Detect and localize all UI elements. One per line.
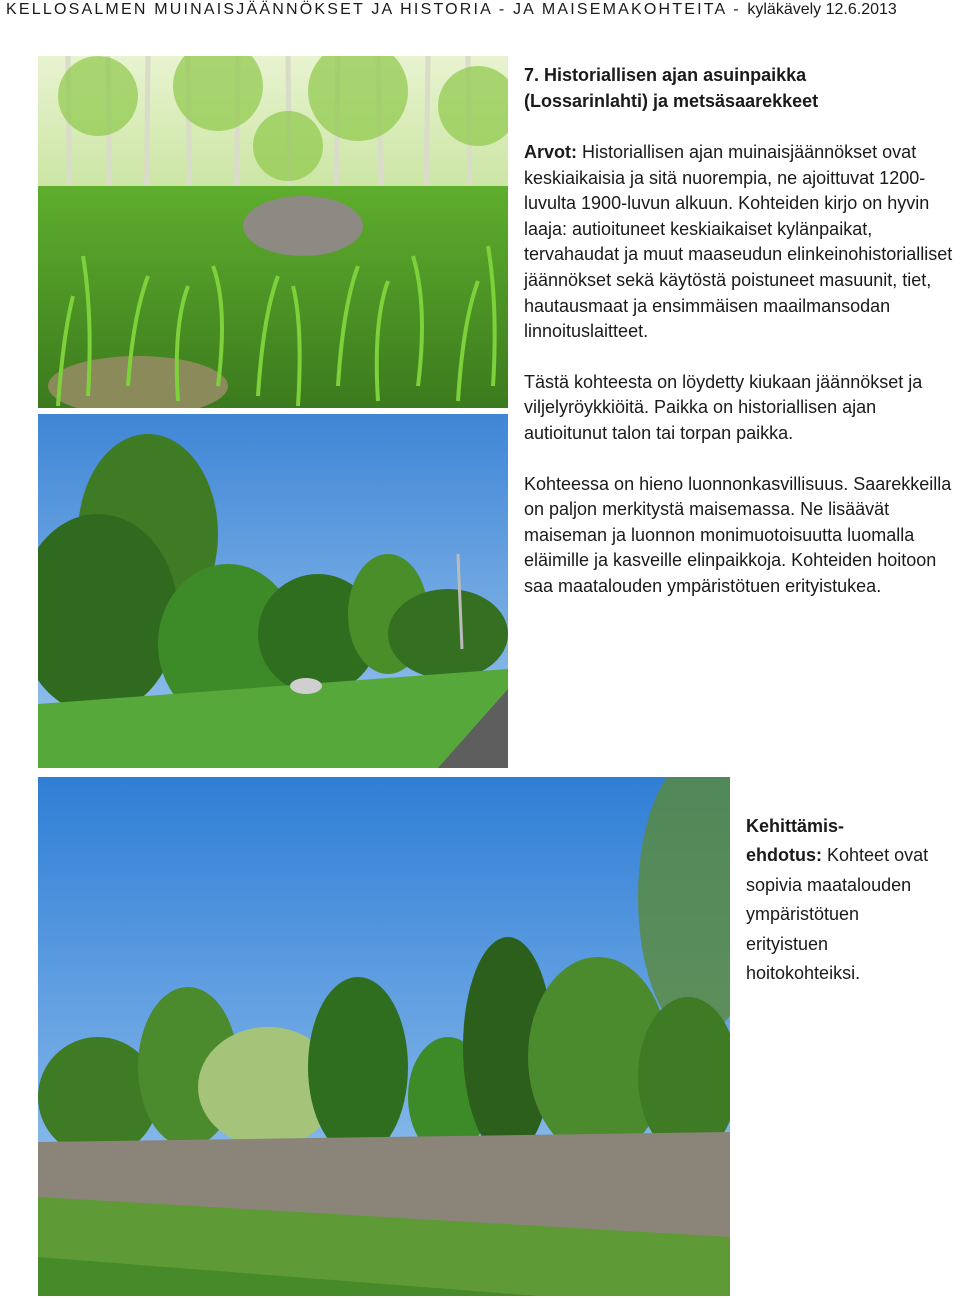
proposal-label-line1: Kehittämis- xyxy=(746,816,845,836)
proposal-label-line2: ehdotus: xyxy=(746,845,822,866)
values-paragraph xyxy=(524,140,954,345)
finds-paragraph: Tästä kohteesta on löydetty kiukaan jäännökset ja viljelyröykkiöitä. Paikka on historiallisen ajan autioitunut talon tai torpan paikka. xyxy=(524,371,923,443)
lily-of-the-valley-forest-photo xyxy=(38,56,508,408)
ploughed-field-and-forest-photo xyxy=(38,777,730,1296)
site-description xyxy=(524,62,954,600)
values-text: Historiallisen ajan muinaisjäännökset ovat keskiaikaisia ja sitä nuorempia, ne ajoittuvat 1200-luvulta 1900-luvun alkuun. Kohteiden kirjo on hyvin laaja: autioituneet keskiaikaiset kylänpaikat, tervahaudat ja muut maaseudun elinkeinohistorialliset jäännökset sekä käytöstä poistuneet masuunit, tiet, hautausmaat ja ensimmäisen maailmansodan linnoituslaitteet. xyxy=(524,142,953,342)
values-label: Arvot: xyxy=(524,142,577,162)
proposal-text: Kohteet ovat sopivia maatalouden ympäristötuen erityistuen hoitokohteiksi. xyxy=(746,845,929,984)
page-header xyxy=(6,0,956,22)
development-proposal xyxy=(746,812,946,988)
nature-paragraph: Kohteessa on hieno luonnonkasvillisuus. Saarekkeilla on paljon merkitystä maisemassa. Ne lisäävät maiseman ja luonnon monimuotoisuutta luomalla eläimille ja kasveille elinpaikkoja. Kohteiden hoitoon saa maatalouden ympäristötuen erityistukea. xyxy=(524,473,952,596)
field-and-tree-islands-photo xyxy=(38,414,508,768)
section-title xyxy=(524,62,954,114)
section-title-line1: 7. Historiallisen ajan asuinpaikka xyxy=(524,65,807,85)
header-title: KELLOSALMEN MUINAISJÄÄNNÖKSET JA HISTORIA - JA MAISEMAKOHTEITA - xyxy=(6,1,748,18)
header-date: kyläkävely 12.6.2013 xyxy=(747,1,897,18)
section-title-line2: (Lossarinlahti) ja metsäsaarekkeet xyxy=(524,91,819,111)
